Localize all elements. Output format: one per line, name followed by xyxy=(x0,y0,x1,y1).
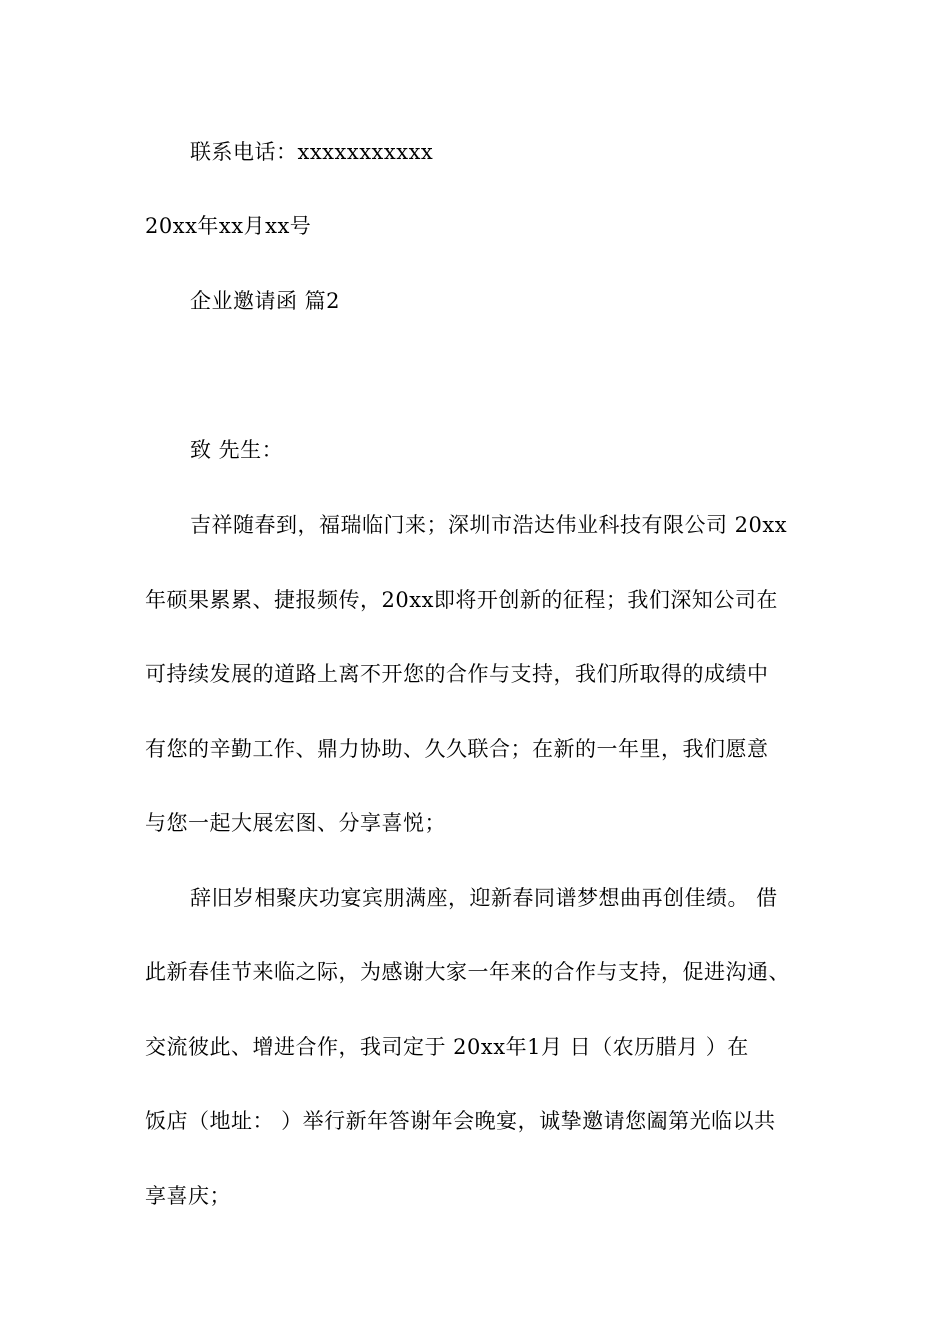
paragraph1-line: 可持续发展的道路上离不开您的合作与支持，我们所取得的成绩中 xyxy=(145,662,769,686)
paragraph2-line: 此新春佳节来临之际，为感谢大家一年来的合作与支持，促进沟通、 xyxy=(145,960,790,984)
section-title: 企业邀请函 篇2 xyxy=(190,289,341,313)
paragraph1-line: 吉祥随春到，福瑞临门来；深圳市浩达伟业科技有限公司 20xx xyxy=(190,513,788,537)
paragraph1-line: 与您一起大展宏图、分享喜悦； xyxy=(145,811,446,835)
paragraph2-line: 饭店（地址： ）举行新年答谢年会晚宴，诚挚邀请您阖第光临以共 xyxy=(145,1109,776,1133)
date-line: 20xx年xx月xx号 xyxy=(145,214,312,238)
paragraph2-line: 辞旧岁相聚庆功宴宾朋满座，迎新春同谱梦想曲再创佳绩。 借 xyxy=(190,886,778,910)
paragraph1-line: 年硕果累累、捷报频传，20xx即将开创新的征程；我们深知公司在 xyxy=(145,588,778,612)
contact-phone-line: 联系电话：xxxxxxxxxxx xyxy=(190,140,434,164)
paragraph1-line: 有您的辛勤工作、鼎力协助、久久联合；在新的一年里，我们愿意 xyxy=(145,737,769,761)
salutation: 致 先生： xyxy=(190,438,284,462)
paragraph2-line: 享喜庆； xyxy=(145,1184,231,1208)
paragraph2-line: 交流彼此、增进合作，我司定于 20xx年1月 日（农历腊月 ）在 xyxy=(145,1035,749,1059)
